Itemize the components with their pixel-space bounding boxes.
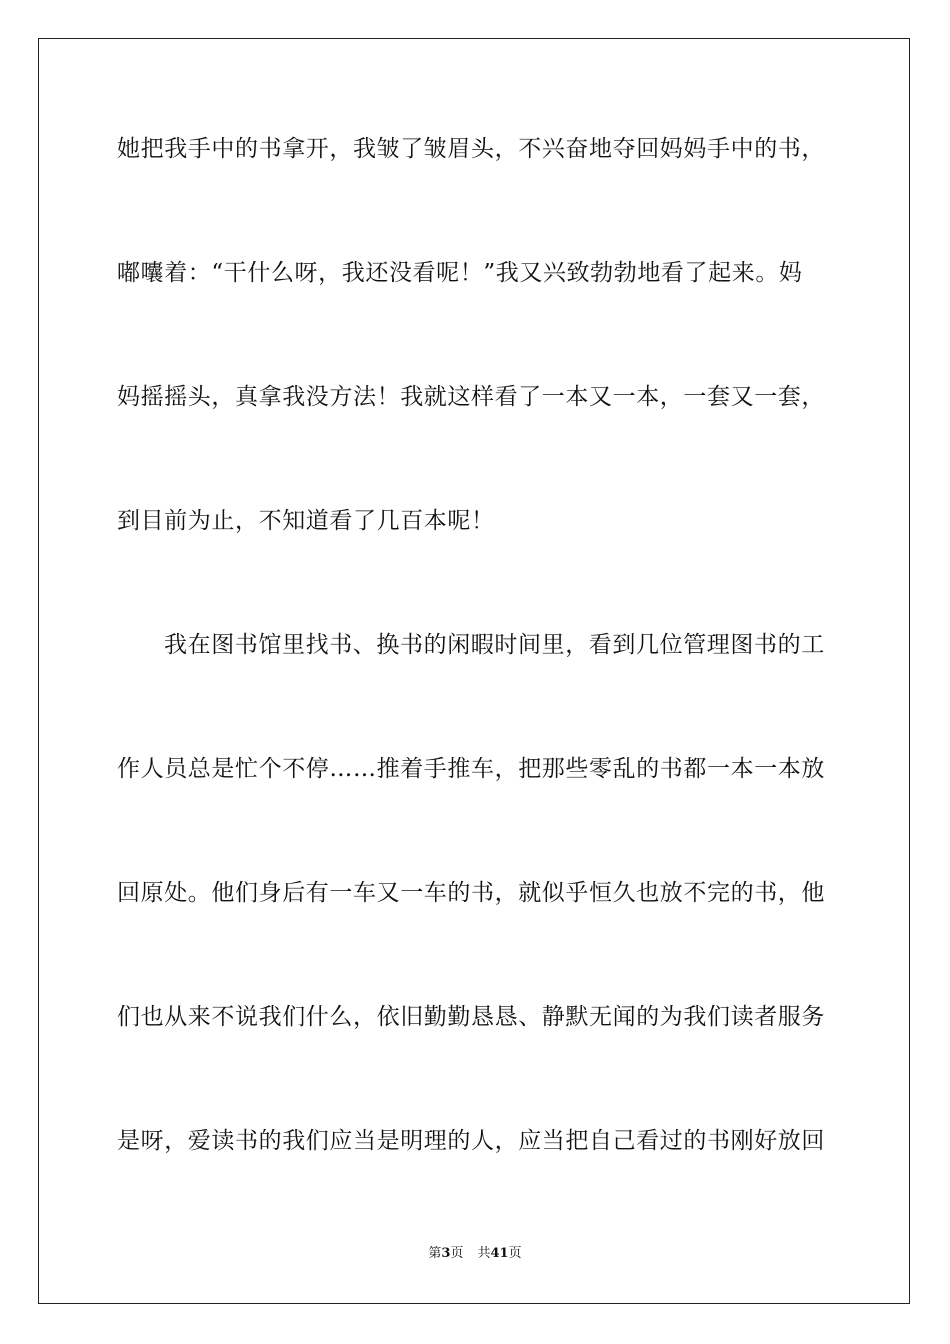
total-pages: 41 [490,1246,509,1261]
body-line-1: 她把我手中的书拿开，我皱了皱眉头，不兴奋地夺回妈妈手中的书， [117,136,825,162]
body-line-6: 作人员总是忙个不停……推着手推车，把那些零乱的书都一本一本放 [117,756,825,782]
total-suffix: 页 [508,1246,522,1261]
body-line-4: 到目前为止，不知道看了几百本呢！ [117,508,495,534]
page-prefix: 第 [428,1246,442,1261]
page-suffix: 页 [450,1246,464,1261]
page-number: 3 [441,1246,451,1261]
total-prefix: 共 [477,1246,491,1261]
body-line-7: 回原处。他们身后有一车又一车的书，就似乎恒久也放不完的书，他 [117,880,825,906]
page-footer [0,1245,950,1263]
body-line-2: 嘟囔着：“干什么呀，我还没看呢！”我又兴致勃勃地看了起来。妈 [117,260,803,286]
body-line-3: 妈摇摇头，真拿我没方法！我就这样看了一本又一本，一套又一套， [117,384,825,410]
body-line-9: 是呀，爱读书的我们应当是明理的人，应当把自己看过的书刚好放回 [117,1128,825,1154]
page-border [38,38,910,1304]
body-line-8: 们也从来不说我们什么，依旧勤勤恳恳、静默无闻的为我们读者服务 [117,1004,825,1030]
body-line-5-paragraph-start: 我在图书馆里找书、换书的闲暇时间里，看到几位管理图书的工 [164,632,825,658]
